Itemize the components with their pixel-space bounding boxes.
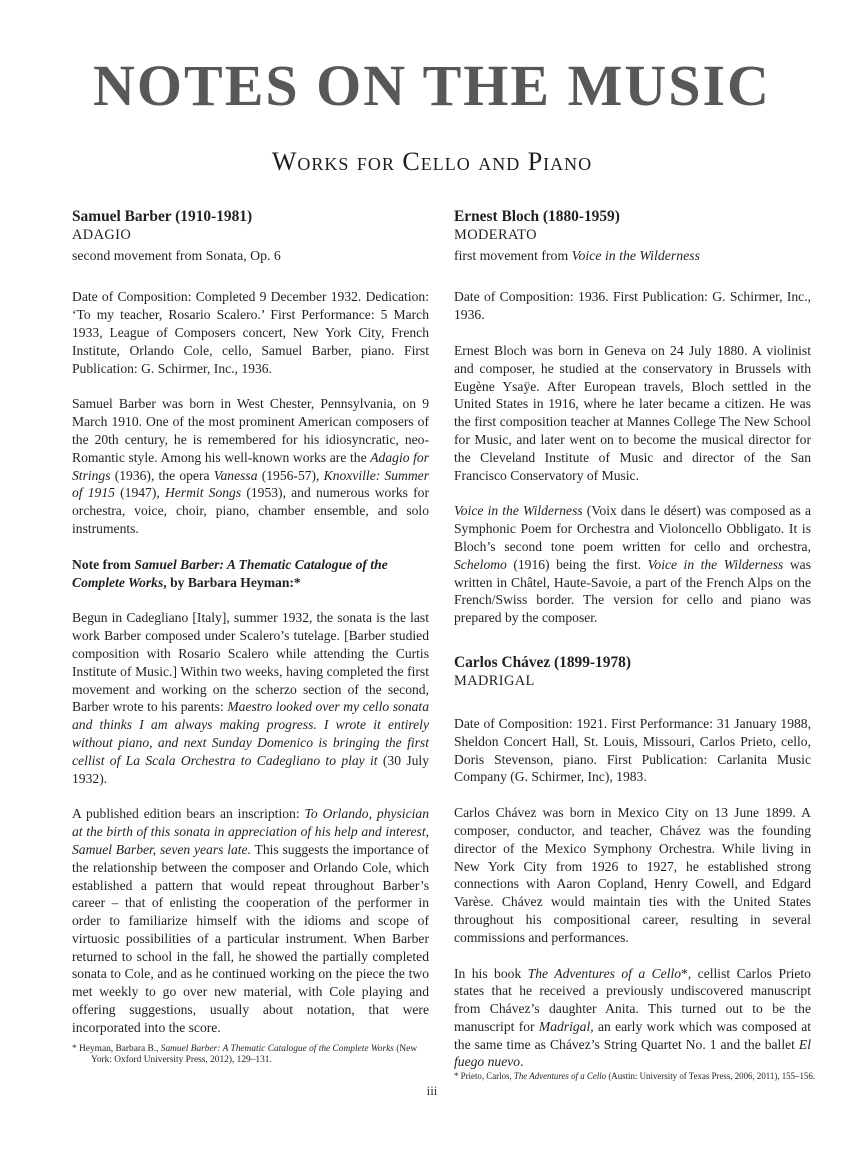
paragraph-barber-facts: Date of Composition: Completed 9 December 1932. Dedication: ‘To my teacher, Rosario Scalero.’ First Performance: 5 March 1933, League of Composers concert, New York City, French Institute, Orlando Cole, cello, Samuel Barber, piano. First Publication: G. Schirmer, Inc., 1936. bbox=[72, 289, 429, 376]
work-title-moderato: MODERATO bbox=[454, 227, 537, 244]
two-column-layout bbox=[0, 207, 864, 1082]
paragraph-barber-note2: A published edition bears an inscription: To Orlando, physician at the birth of this sonata in appreciation of his help and interest, Samuel Barber, seven years late. This suggests the importance of the relationship between the composer and Orlando Cole, which established a pattern that would repeat throughout Barber’s career – that of enlisting the cooperation of the performer in order to familiarize himself with the idioms and scope of virtuosic possibilities of a particular instrument. When Barber returned to school in the fall, he showed the partially completed sonata to Cole, and as he continued working on the piece the two met weekly to go over new material, with Cole playing and offering suggestions, usually about notation, that were incorporated into the score. bbox=[72, 806, 429, 1035]
section-chavez bbox=[454, 653, 811, 692]
paragraph-barber-note1: Begun in Cadegliano [Italy], summer 1932, the sonata is the last work Barber composed under Scalero’s tutelage. [Barber studied composition with Rosario Scalero while attending the Curtis Institute of Music.] Within two weeks, having completed the first movement and working on the scherzo section of the second, Barber wrote to his parents: Maestro looked over my cello sonata and thinks I am always making progress. I wrote it entirely without piano, and next Sunday Domenico is bringing the first cellist of La Scala Orchestra to Cadegliano to play it (30 July 1932). bbox=[72, 610, 430, 786]
section-bloch bbox=[454, 207, 811, 266]
composer-heading-barber: Samuel Barber (1910-1981) bbox=[72, 207, 253, 225]
page-subtitle: Works for Cello and Piano bbox=[271, 146, 593, 176]
paragraph-bloch-facts: Date of Composition: 1936. First Publication: G. Schirmer, Inc., 1936. bbox=[454, 289, 811, 323]
paragraph-chavez-facts: Date of Composition: 1921. First Performance: 31 January 1988, Sheldon Concert Hall, St. Louis, Missouri, Carlos Prieto, cello, Doris Stevenson, piano. First Publication: Carlanita Music Company (G. Schirmer, Inc), 1983. bbox=[454, 715, 811, 785]
paragraph-bloch-bio: Ernest Bloch was born in Geneva on 24 July 1880. A violinist and composer, he studied at the conservatory in Brussels with Eugène Ysaÿe. After European travels, Bloch settled in the United States in 1916, where he later became a citizen. He was the first composition teacher at Mannes College The New School for Music, and later went on to become the musical director for the Cleveland Institute of Music and director of the San Francisco Conservatory of Music. bbox=[454, 342, 811, 483]
note-heading-barber: Note from Samuel Barber: A Thematic Catalogue of the Complete Works, by Barbara Heyman:* bbox=[72, 556, 388, 590]
column-right bbox=[454, 207, 816, 1082]
page-title: NOTES ON THE MUSIC bbox=[93, 53, 771, 118]
composer-heading-bloch: Ernest Bloch (1880-1959) bbox=[454, 207, 620, 225]
paragraph-chavez-book: In his book The Adventures of a Cello*, cellist Carlos Prieto states that he received a previously undiscovered manuscript from Chávez’s daughter Anita. This turned out to be the manuscript for Madrigal, an early work which was composed at the same time as Chávez’s String Quartet No. 1 and the ballet El fuego nuevo. bbox=[454, 965, 811, 1070]
movement-line-barber: second movement from Sonata, Op. 6 bbox=[72, 247, 281, 263]
column-left bbox=[72, 207, 429, 1067]
section-barber bbox=[72, 207, 429, 266]
footnote-prieto: * Prieto, Carlos, The Adventures of a Cello (Austin: University of Texas Press, 2006, 2011), 155–156. bbox=[454, 1071, 816, 1082]
composer-heading-chavez: Carlos Chávez (1899-1978) bbox=[454, 653, 631, 671]
page-number: iii bbox=[426, 1082, 438, 1098]
paragraph-bloch-work: Voice in the Wilderness (Voix dans le désert) was composed as a Symphonic Poem for Orchestra and Violoncello Obbligato. It is Bloch’s second tone poem written for cello and orchestra, Schelomo (1916) being the first. Voice in the Wilderness was written in Châtel, Haute-Savoie, a part of the French Alps on the French/Swiss border. The version for cello and piano was prepared by the composer. bbox=[454, 503, 811, 626]
work-title-adagio: ADAGIO bbox=[72, 227, 132, 244]
movement-line-bloch: first movement from Voice in the Wilderness bbox=[454, 247, 701, 263]
work-title-madrigal: MADRIGAL bbox=[454, 673, 535, 690]
paragraph-barber-bio: Samuel Barber was born in West Chester, Pennsylvania, on 9 March 1910. One of the most prominent American composers of the 20th century, he is remembered for his idiosyncratic, neo-Romantic style. Among his well-known works are the Adagio for Strings (1936), the opera Vanessa (1956-57), Knoxville: Summer of 1915 (1947), Hermit Songs (1953), and numerous works for orchestra, voice, choir, piano, chamber ensemble, and solo instruments. bbox=[72, 396, 430, 536]
paragraph-chavez-bio: Carlos Chávez was born in Mexico City on 13 June 1899. A composer, conductor, and teacher, Chávez was the founding director of the Mexico Symphony Orchestra. While living in New York City from 1926 to 1927, he established strong connections with Aaron Copland, Henry Cowell, and Edgard Varèse. Chávez would maintain ties with the United States throughout his compositional career, resulting in several commissions and performances. bbox=[454, 805, 811, 945]
footnote-heyman: * Heyman, Barbara B., Samuel Barber: A Thematic Catalogue of the Complete Works (New York: Oxford University Press, 2012), 129–131. bbox=[72, 1043, 418, 1066]
